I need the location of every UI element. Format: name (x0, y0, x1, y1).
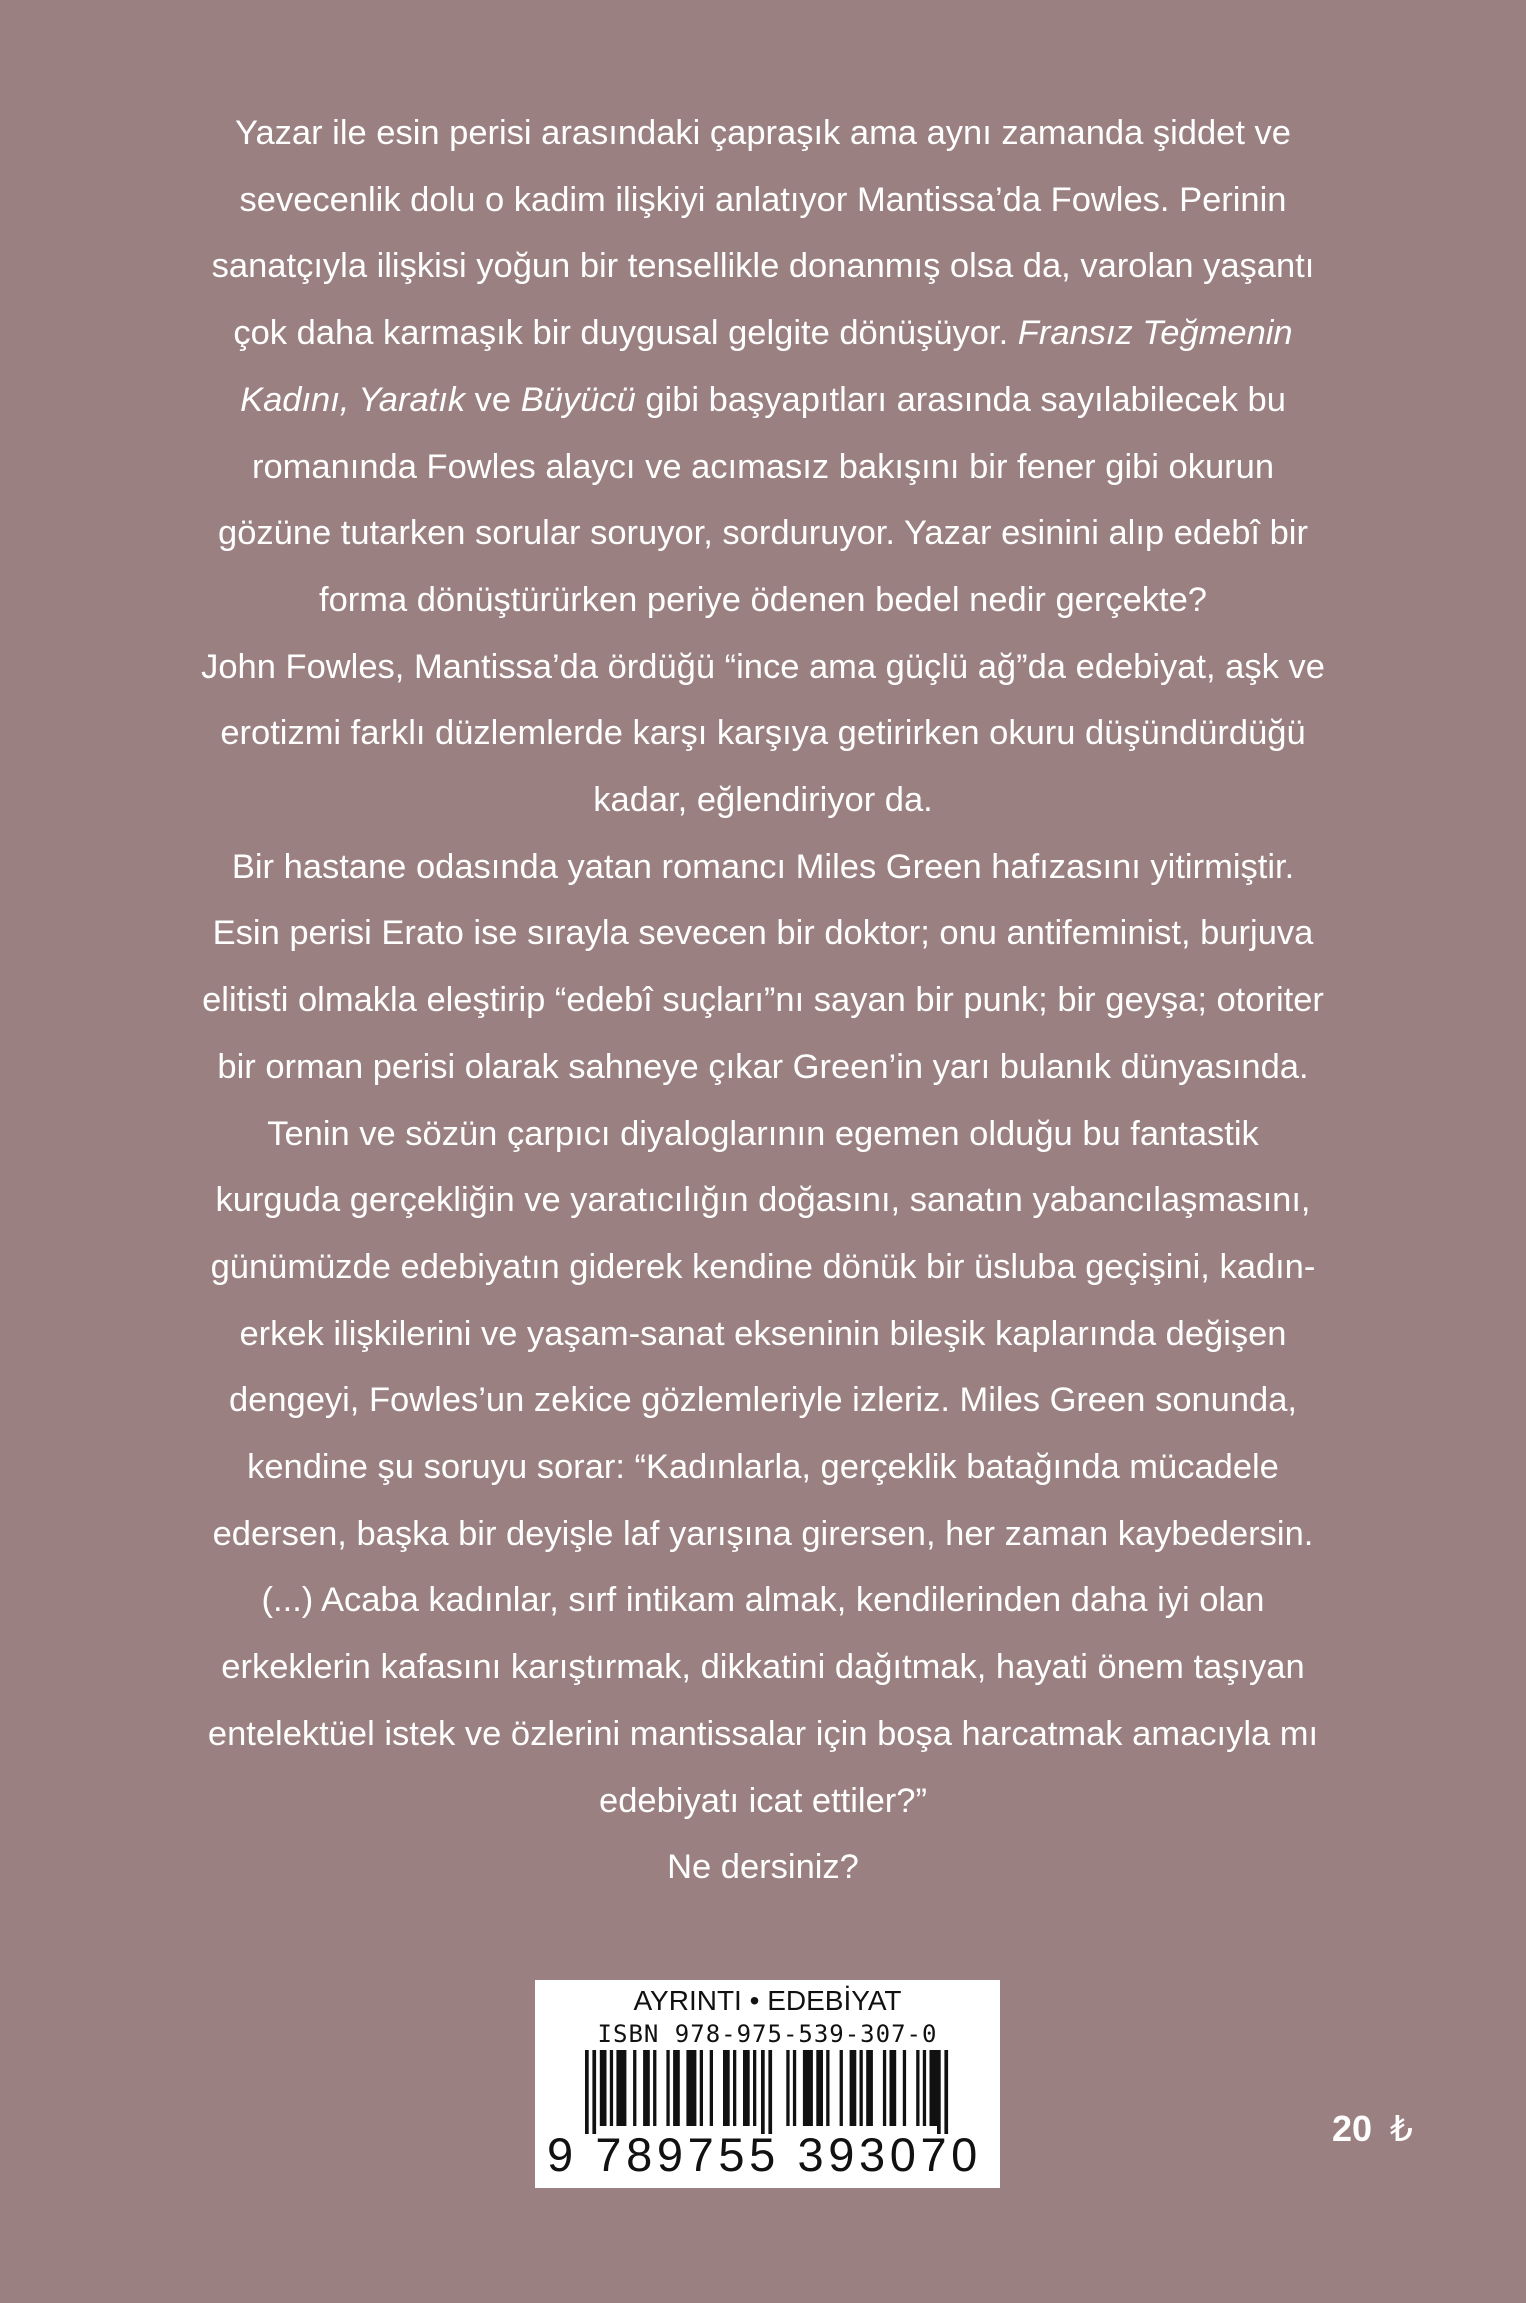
blurb-line: kurguda gerçekliğin ve yaratıcılığın doğasını, sanatın yabancılaşmasını, (215, 1181, 1311, 1220)
blurb-line: forma dönüştürürken periye ödenen bedel nedir gerçekte? (319, 580, 1207, 619)
blurb-line: edebiyatı icat ettiler?” (599, 1781, 927, 1820)
blurb-line (110, 300, 1416, 367)
blurb-line: erotizmi farklı düzlemlerde karşı karşıya getirirken okuru düşündürdüğü (220, 714, 1306, 753)
blurb-line: (...) Acaba kadınlar, sırf intikam almak, kendilerinden daha iyi olan (261, 1581, 1265, 1620)
blurb-line: entelektüel istek ve özlerini mantissalar için boşa harcatmak amacıyla mı (207, 1714, 1319, 1753)
blurb-line: gözüne tutarken sorular soruyor, sorduruyor. Yazar esinini alıp edebî bir (218, 514, 1308, 553)
lira-sign: ₺ (1390, 2108, 1413, 2149)
price-tag (1332, 2107, 1413, 2151)
blurb-line: günümüzde edebiyatın giderek kendine dönük bir üsluba geçişini, kadın- (210, 1247, 1316, 1286)
blurb-line: romanında Fowles alaycı ve acımasız bakışını bir fener gibi okurun (251, 447, 1275, 486)
barcode-digits: 9 789755 393070 (547, 2128, 982, 2181)
blurb-line: Ne dersiniz? (667, 1848, 859, 1887)
blurb-line: sevecenlik dolu o kadim ilişkiyi anlatıyor Mantissa’da Fowles. Perinin (239, 180, 1287, 219)
blurb-line: Tenin ve sözün çarpıcı diyaloglarının egemen olduğu bu fantastik (267, 1114, 1259, 1153)
blurb-line: erkeklerin kafasını karıştırmak, dikkatini dağıtmak, hayati önem taşıyan (221, 1648, 1305, 1687)
price-amount: 20 (1332, 2108, 1373, 2149)
book-title-italic: Kadını, Yaratık (240, 380, 466, 419)
publisher-series-label: AYRINTI • EDEBİYAT (633, 1985, 902, 2016)
blurb-text: gibi başyapıtları arasında sayılabilecek bu (635, 380, 1286, 419)
blurb-line: elitisti olmakla eleştirip “edebî suçları”nı sayan bir punk; bir geyşa; otoriter (202, 981, 1324, 1020)
blurb-line: dengeyi, Fowles’un zekice gözlemleriyle izleriz. Miles Green sonunda, (228, 1381, 1298, 1420)
blurb-line: Yazar ile esin perisi arasındaki çapraşık ama aynı zamanda şiddet ve (235, 114, 1291, 152)
blurb-line: bir orman perisi olarak sahneye çıkar Green’in yarı bulanık dünyasında. (217, 1047, 1309, 1086)
book-title-italic: Fransız Teğmenin (1017, 314, 1293, 353)
blurb-line: edersen, başka bir deyişle laf yarışına girersen, her zaman kaybedersin. (212, 1514, 1314, 1553)
blurb-line: kadar, eğlendiriyor da. (593, 781, 933, 820)
blurb-line: Esin perisi Erato ise sırayla sevecen bir doktor; onu antifeminist, burjuva (212, 914, 1314, 953)
book-title-italic: Büyücü (520, 380, 636, 419)
isbn-barcode-label (535, 1980, 1000, 2188)
blurb-line: Bir hastane odasında yatan romancı Miles Green hafızasını yitirmiştir. (231, 847, 1295, 886)
isbn-text: ISBN 978-975-539-307-0 (597, 2020, 938, 2048)
blurb-line: sanatçıyla ilişkisi yoğun bir tensellikle donanmış olsa da, varolan yaşantı (211, 247, 1315, 286)
blurb-line: John Fowles, Mantissa’da ördüğü “ince ama güçlü ağ”da edebiyat, aşk ve (201, 647, 1325, 686)
back-cover-blurb (110, 100, 1416, 1901)
blurb-text: çok daha karmaşık bir duygusal gelgite dönüşüyor. (233, 314, 1018, 353)
blurb-line: kendine şu soruyu sorar: “Kadınlarla, gerçeklik batağında mücadele (247, 1448, 1279, 1487)
blurb-line: erkek ilişkilerini ve yaşam-sanat ekseninin bileşik kaplarında değişen (239, 1314, 1287, 1353)
blurb-line (110, 367, 1416, 434)
blurb-text: ve (465, 380, 521, 419)
